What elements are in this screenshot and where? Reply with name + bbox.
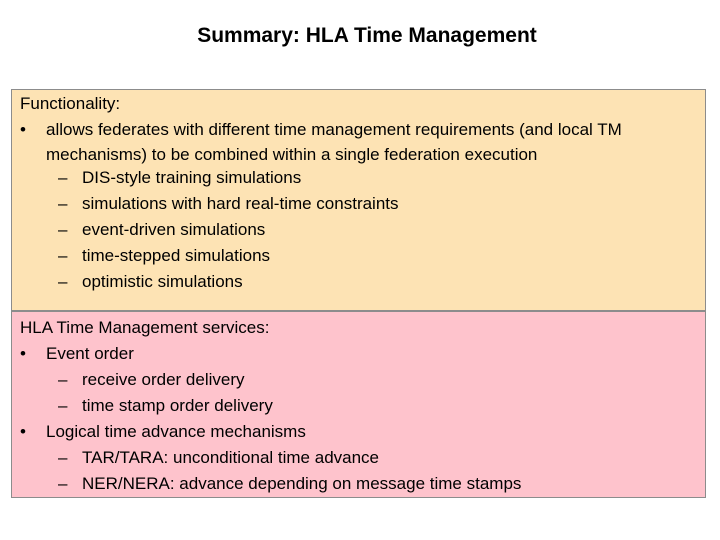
- dash-icon: –: [58, 272, 68, 291]
- bullet-icon: •: [20, 344, 26, 363]
- dash-icon: –: [58, 220, 68, 239]
- dash-icon: –: [58, 474, 68, 493]
- functionality-heading: Functionality:: [20, 94, 121, 113]
- bullet-icon: •: [20, 422, 26, 441]
- dash-icon: –: [58, 168, 68, 187]
- subitem-time-stepped: time-stepped simulations: [82, 246, 271, 265]
- subitem-hard-realtime: simulations with hard real-time constraints: [82, 194, 399, 213]
- subitem-receive-order: receive order delivery: [82, 370, 245, 389]
- bullet-icon: •: [20, 120, 26, 139]
- subitem-dis-style: DIS-style training simulations: [82, 168, 302, 187]
- bullet-event-order: Event order: [46, 344, 134, 363]
- services-heading: HLA Time Management services:: [20, 318, 270, 337]
- bullet-text-line-1: allows federates with different time management requirements (and local TM: [46, 120, 622, 139]
- dash-icon: –: [58, 448, 68, 467]
- subitem-tar-tara: TAR/TARA: unconditional time advance: [82, 448, 380, 467]
- subitem-optimistic: optimistic simulations: [82, 272, 243, 291]
- subitem-time-stamp-order: time stamp order delivery: [82, 396, 273, 415]
- functionality-section: [11, 89, 706, 311]
- dash-icon: –: [58, 246, 68, 265]
- slide-title: Summary: HLA Time Management: [197, 24, 537, 47]
- dash-icon: –: [58, 396, 68, 415]
- dash-icon: –: [58, 194, 68, 213]
- bullet-text-line-2: mechanisms) to be combined within a single federation execution: [46, 145, 538, 164]
- subitem-ner-nera: NER/NERA: advance depending on message time stamps: [82, 474, 522, 493]
- services-section: [11, 311, 706, 498]
- subitem-event-driven: event-driven simulations: [82, 220, 266, 239]
- bullet-logical-time: Logical time advance mechanisms: [46, 422, 306, 441]
- dash-icon: –: [58, 370, 68, 389]
